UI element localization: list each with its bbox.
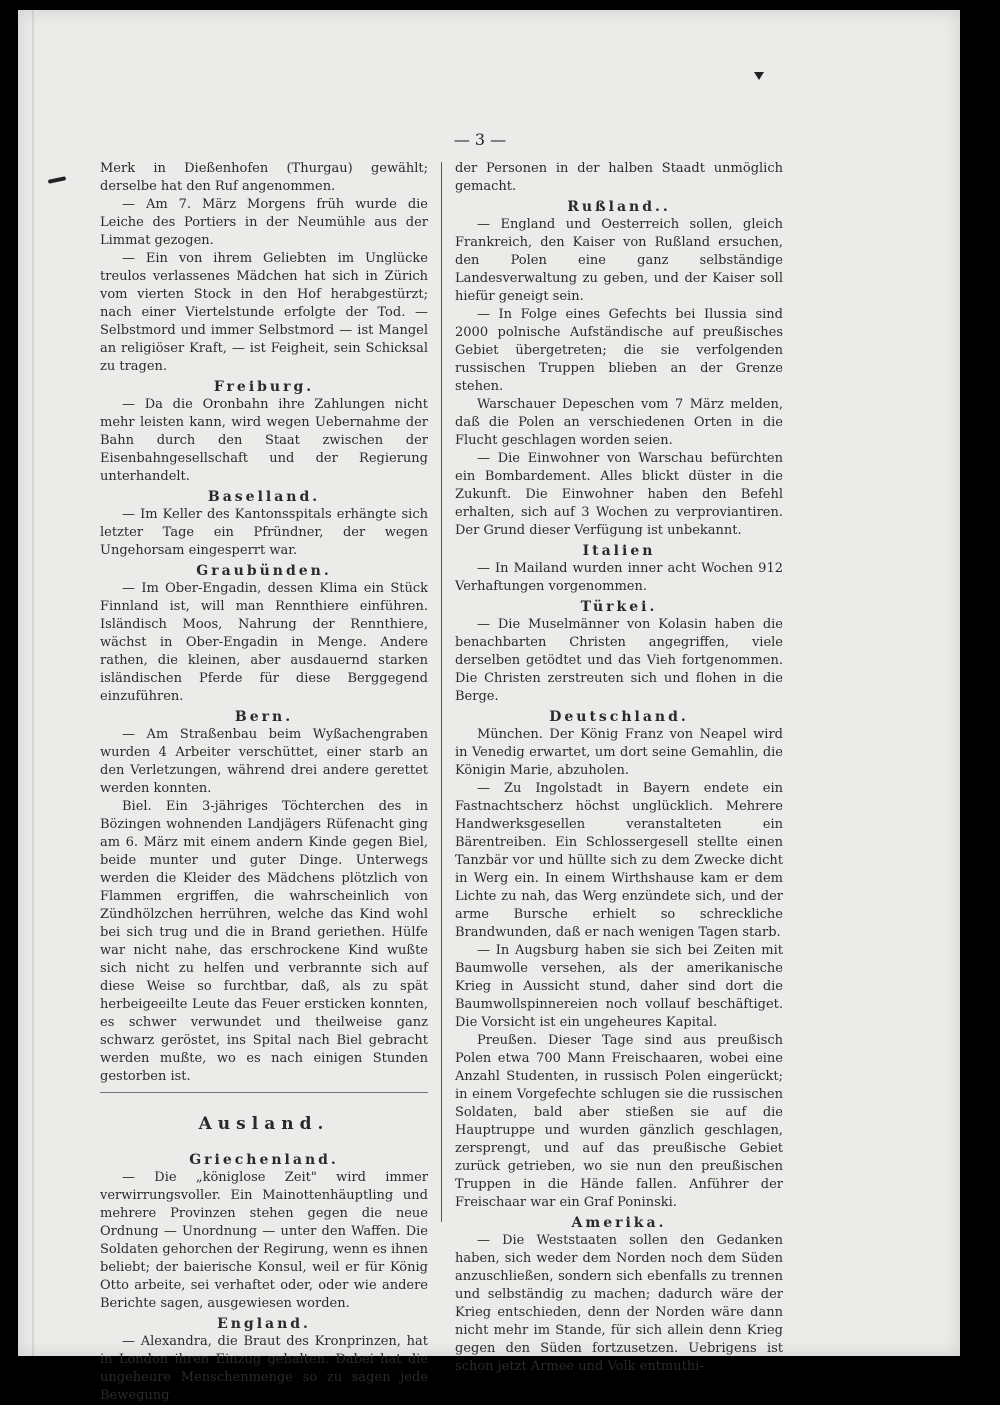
article-paragraph: — Die Weststaaten sollen den Gedanken haben, sich weder dem Norden noch dem Süden anzuschließen, sondern sich ebenfalls zu trennen und selbständig zu machen; dadurch wäre der Krieg entschieden, denn der Norden wäre dann nicht mehr im Stande, für sich allein denn Krieg gegen den Süden fortzusetzen. Uebrigens ist schon jetzt Armee und Volk entmuthi- [455, 1233, 783, 1374]
left-column [100, 160, 428, 1405]
section-heading: Deutschland. [549, 709, 689, 725]
article-paragraph: — Alexandra, die Braut des Kronprinzen, hat in London ihren Einzug gehalten. Dabei hat die ungeheure Menschenmenge so zu sagen jede Bewegung [100, 1334, 428, 1403]
article-paragraph: München. Der König Franz von Neapel wird in Venedig erwartet, um dort seine Gemahlin, die Königin Marie, abzuholen. [455, 727, 783, 778]
ink-mark [754, 72, 764, 80]
section-title: Ausland. [198, 1114, 330, 1134]
section-heading: Baselland. [207, 489, 321, 505]
section-heading: Graubünden. [196, 563, 332, 579]
article-paragraph: — In Mailand wurden inner acht Wochen 912 Verhaftungen vorgenommen. [455, 561, 783, 594]
section-heading: England. [217, 1316, 311, 1332]
article-paragraph: — Am 7. März Morgens früh wurde die Leiche des Portiers in der Neumühle aus der Limmat gezogen. [100, 197, 428, 248]
section-heading: Griechenland. [189, 1152, 339, 1168]
article-paragraph: — In Augsburg haben sie sich bei Zeiten mit Baumwolle versehen, als der amerikanische Krieg in Aussicht stund, daher sind dort die Baumwollspinnereien noch vollauf beschäftiget. Die Vorsicht ist ein ungeheures Kapital. [455, 943, 783, 1030]
article-paragraph: — In Folge eines Gefechts bei Ilussia sind 2000 polnische Aufständische auf preußisches Gebiet übergetreten; die sie verfolgenden russischen Truppen blieben an der Grenze stehen. [455, 307, 783, 394]
section-heading: Türkei. [580, 599, 658, 615]
article-paragraph: — Da die Oronbahn ihre Zahlungen nicht mehr leisten kann, wird wegen Uebernahme der Bahn durch den Staat zwischen der Eisenbahngesellschaft und der Regierung unterhandelt. [100, 397, 428, 484]
section-divider [100, 1092, 428, 1093]
article-paragraph: — Im Ober-Engadin, dessen Klima ein Stück Finnland ist, will man Rennthiere einführen. Isländisch Moos, Nahrung der Rennthiere, wächst in Ober-Engadin in Menge. Andere rathen, die kleinen, aber ausdauernd starken isländischen Pferde für diese Berggegend einzuführen. [100, 581, 428, 704]
article-paragraph: — Die „königlose Zeit" wird immer verwirrungsvoller. Ein Mainottenhäuptling und mehrere Provinzen stehen gegen die neue Ordnung — Unordnung — unter den Waffen. Die Soldaten gehorchen der Regirung, wenn es ihnen beliebt; der baierische Konsul, weil er für König Otto arbeite, sei verhaftet oder, oder wie andere Berichte sagen, ausgewiesen worden. [100, 1170, 428, 1311]
article-paragraph: Biel. Ein 3-jähriges Töchterchen des in Bözingen wohnenden Landjägers Rüfenacht ging am 6. März mit einem andern Kinde gegen Biel, beide munter und guter Dinge. Unterwegs werden die Kleider des Mädchens plötzlich von Flammen ergriffen, die wahrscheinlich von Zündhölzchen herrühren, welche das Kind wohl bei sich trug und die in Brand geriethen. Hülfe war nicht nahe, das erschrockene Kind wußte sich nicht zu helfen und verbrannte sich auf diese Weise so furchtbar, daß, als zu spät herbeigeeilte Leute das Feuer ersticken konnten, es schwer verwundet und theilweise ganz schwarz geröstet, ins Spital nach Biel gebracht werden mußte, wo es nach einigen Stunden gestorben ist. [100, 799, 428, 1084]
section-heading: Italien [582, 543, 656, 559]
ink-mark [48, 176, 66, 184]
section-heading: Rußland.. [567, 199, 671, 215]
article-paragraph: der Personen in der halben Staadt unmöglich gemacht. [455, 161, 783, 194]
page-number: — 3 — [453, 130, 507, 149]
article-paragraph: — Zu Ingolstadt in Bayern endete ein Fastnachtscherz höchst unglücklich. Mehrere Handwerksgesellen veranstalteten ein Bärentreiben. Ein Schlossergesell stellte einen Tanzbär vor und hüllte sich zu dem Zwecke dicht in Werg ein. In einem Wirthshause kam er dem Lichte zu nah, das Werg enzündete sich, und der arme Bursche erhielt so schreckliche Brandwunden, daß er nach wenigen Tagen starb. [455, 781, 783, 940]
right-column [455, 160, 783, 1376]
section-heading: Freiburg. [213, 379, 315, 395]
article-paragraph: — Im Keller des Kantonsspitals erhängte sich letzter Tage ein Pfründner, der wegen Ungehorsam eingesperrt war. [100, 507, 428, 558]
section-heading: Bern. [234, 709, 294, 725]
article-paragraph: — Am Straßenbau beim Wyßachengraben wurden 4 Arbeiter verschüttet, einer starb an den Verletzungen, während drei andere gerettet werden konnten. [100, 727, 428, 796]
section-heading: Amerika. [571, 1215, 667, 1231]
article-paragraph: — England und Oesterreich sollen, gleich Frankreich, den Kaiser von Rußland ersuchen, den Polen eine ganz selbständige Landesverwaltung zu geben, und der Kaiser soll hiefür geneigt sein. [455, 217, 783, 304]
page-fold [32, 10, 34, 1356]
article-paragraph: Warschauer Depeschen vom 7 März melden, daß die Polen an verschiedenen Orten in die Flucht geschlagen worden seien. [455, 397, 783, 448]
article-paragraph: Preußen. Dieser Tage sind aus preußisch Polen etwa 700 Mann Freischaaren, wobei eine Anzahl Studenten, in russisch Polen eingerückt; in einem Vorgefechte schlugen sie die russischen Soldaten, bald aber stießen sie auf die Hauptruppe und wurden gänzlich geschlagen, zersprengt, und auf das preußische Gebiet zurück getrieben, wo sie nun den preußischen Truppen in die Hände fallen. Anführer der Freischaar war ein Graf Poninski. [455, 1033, 783, 1210]
article-paragraph: Merk in Dießenhofen (Thurgau) gewählt; derselbe hat den Ruf angenommen. [100, 161, 428, 194]
article-paragraph: — Ein von ihrem Geliebten im Unglücke treulos verlassenes Mädchen hat sich in Zürich vom vierten Stock in den Hof herabgestürzt; nach einer Viertelstunde erfolgte der Tod. — Selbstmord und immer Selbstmord — ist Mangel an religiöser Kraft, — ist Feigheit, sein Schicksal zu tragen. [100, 251, 428, 374]
article-paragraph: — Die Muselmänner von Kolasin haben die benachbarten Christen angegriffen, viele derselben getödtet und das Vieh fortgenommen. Die Christen zerstreuten sich und flohen in die Berge. [455, 617, 783, 704]
column-rule [441, 162, 442, 1222]
article-paragraph: — Die Einwohner von Warschau befürchten ein Bombardement. Alles blickt düster in die Zukunft. Die Einwohner haben den Befehl erhalten, sich auf 3 Wochen zu verproviantiren. Der Grund dieser Verfügung ist unbekannt. [455, 451, 783, 538]
